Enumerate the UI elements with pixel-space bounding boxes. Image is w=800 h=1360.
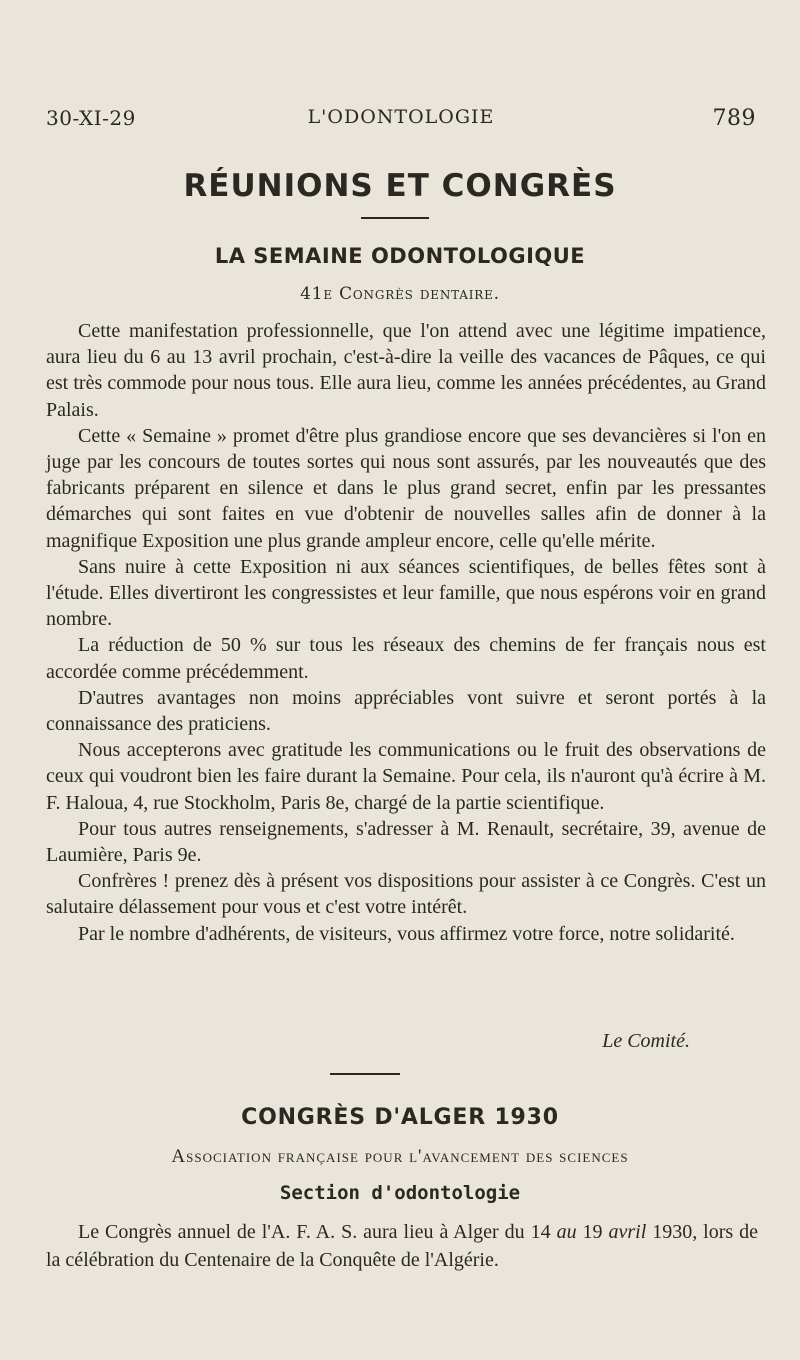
paragraph: D'autres avantages non moins appréciables vont suivre et seront portés à la connaissance des praticiens. — [46, 686, 766, 736]
section-title: RÉUNIONS ET CONGRÈS — [183, 168, 617, 204]
paragraph: Confrères ! prenez dès à présent vos dispositions pour assister à ce Congrès. C'est un salutaire délassement pour vous et c'est votre intérêt. — [46, 870, 766, 919]
para-text: Le Congrès annuel de l'A. F. A. S. aura lieu à Alger du 14 — [78, 1221, 557, 1243]
article2-body — [46, 1218, 758, 1274]
para-text: 19 — [576, 1221, 609, 1243]
association-name: Association française pour l'avancement des sciences — [171, 1146, 629, 1167]
running-header — [46, 106, 756, 136]
kicker-text: 41e Congrès dentaire. — [300, 284, 500, 304]
section-divider — [330, 1073, 400, 1075]
para-italic: au — [556, 1221, 577, 1243]
journal-name: L'ODONTOLOGIE — [307, 106, 495, 128]
signature: Le Comité. — [602, 1030, 690, 1052]
paragraph: Nous accepterons avec gratitude les communications ou le fruit des observations de ceux qui voudront bien les faire durant la Semaine. Pour cela, ils n'auront qu'à écrire à M. F. Haloua, 4, rue Stockholm, Paris 8e, chargé de la partie scientifique. — [46, 739, 766, 814]
paragraph: Pour tous autres renseignements, s'adresser à M. Renault, secrétaire, 39, avenue de Laumière, Paris 9e. — [46, 817, 766, 867]
paragraph — [46, 1218, 758, 1274]
para-text: 1930, lors de la célébration du Centenaire de la Conquête de l'Algérie. — [46, 1221, 758, 1271]
article-body — [46, 318, 766, 947]
paragraph: La réduction de 50 % sur tous les réseaux des chemins de fer français nous est accordée comme précédemment. — [46, 634, 766, 683]
para-italic: avril — [608, 1221, 647, 1243]
section-heading: Section d'odontologie — [279, 1182, 521, 1204]
paragraph: Sans nuire à cette Exposition ni aux séances scientifiques, de belles fêtes sont à l'étude. Elles divertiront les congressistes et leur famille, que nous espérons voir en grand nombre. — [46, 555, 766, 631]
article2-title: CONGRÈS D'ALGER 1930 — [241, 1105, 559, 1130]
article-kicker — [0, 284, 800, 304]
title-rule — [361, 217, 429, 219]
paragraph: Cette « Semaine » promet d'être plus grandiose encore que ses devancières si l'on en juge par les concours de toutes sortes qui nous sont assurés, par les nouveautés que des fabricants préparent en silence et dans le plus grand secret, enfin par les pressantes démarches qui sont faites en vue d'obtenir de nouvelles salles afin de donner à la magnifique Exposition une plus grande ampleur encore, celle qu'elle mérite. — [46, 424, 766, 552]
paragraph: Cette manifestation professionnelle, que l'on attend avec une légitime impatience, aura lieu du 6 au 13 avril prochain, c'est-à-dire la veille des vacances de Pâques, ce qui est très commode pour nous tous. Elle aura lieu, comme les années précédentes, au Grand Palais. — [46, 320, 766, 421]
paragraph: Par le nombre d'adhérents, de visiteurs, vous affirmez votre force, notre solidarité. — [78, 922, 735, 945]
article-title: LA SEMAINE ODONTOLOGIQUE — [214, 244, 586, 268]
page-number: 789 — [712, 106, 756, 131]
issue-date: 30-XI-29 — [46, 106, 136, 130]
